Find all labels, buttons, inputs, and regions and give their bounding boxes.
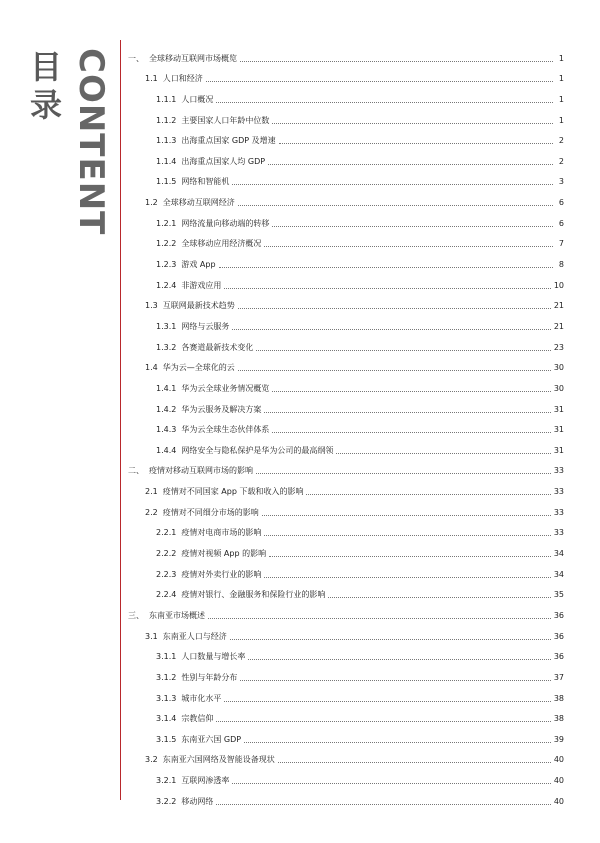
toc-leader-dots [240,61,553,62]
toc-entry-page: 33 [553,528,564,538]
toc-entry-page: 21 [553,321,564,331]
toc-entry-number: 1.4.1 [156,383,177,393]
toc-entry-page: 30 [553,363,564,373]
toc-entry-title: 游戏 App [181,260,216,270]
toc-entry-number: 1.2.4 [156,280,177,290]
toc-leader-dots [238,205,553,206]
toc-leader-dots [328,597,550,598]
toc-entry[interactable] [128,497,564,518]
toc-entry-page: 31 [553,445,564,455]
toc-entry[interactable] [128,249,564,270]
toc-leader-dots [262,515,551,516]
toc-entry[interactable] [128,105,564,126]
toc-entry-page: 38 [553,714,564,724]
toc-entry-title: 出海重点国家人均 GDP [181,156,266,166]
toc-entry-title: 互联网最新技术趋势 [162,301,235,311]
toc-entry-number: 2.2.4 [156,590,177,600]
toc-leader-dots [238,308,551,309]
toc-entry-title: 人口和经济 [162,74,203,84]
toc-entry[interactable] [128,538,564,559]
toc-entry-page: 40 [553,755,564,765]
toc-leader-dots [230,639,551,640]
toc-entry-page: 6 [558,198,564,208]
toc-entry-number: 2.2.1 [156,528,177,538]
toc-entry-number: 3.1.4 [156,714,177,724]
toc-entry-title: 全球移动应用经济概况 [181,239,262,249]
toc-leader-dots [216,721,550,722]
toc-entry-page: 31 [553,404,564,414]
toc-entry-number: 3.1.2 [156,672,177,682]
toc-entry[interactable] [128,126,564,147]
toc-entry-number: 1.3 [145,301,158,311]
toc-entry-title: 东南亚六国网络及智能设备现状 [162,755,275,765]
toc-entry[interactable] [128,167,564,188]
toc-leader-dots [232,783,550,784]
toc-entry-title: 东南亚市场概述 [149,610,205,620]
toc-leader-dots [238,370,551,371]
toc-entry-title: 华为云—全球化的云 [162,363,235,373]
toc-entry-title: 宗教信仰 [181,714,214,724]
toc-leader-dots [240,680,550,681]
toc-entry-number: 1.4 [145,363,158,373]
toc-entry-page: 2 [558,136,564,146]
toc-entry[interactable] [128,765,564,786]
toc-entry-title: 全球移动互联网经济 [162,198,235,208]
toc-leader-dots [264,535,550,536]
toc-entry[interactable] [128,353,564,374]
toc-entry[interactable] [128,415,564,436]
toc-leader-dots [232,184,553,185]
toc-leader-dots [256,473,551,474]
toc-entry-title: 疫情对视频 App 的影响 [181,549,267,559]
toc-entry-number: 3.2 [145,755,158,765]
toc-entry-page: 1 [558,94,564,104]
toc-entry-title: 东南亚六国 GDP [181,734,242,744]
toc-entry-number: 1.1.5 [156,177,177,187]
toc-entry-page: 40 [553,776,564,786]
toc-entry-title: 主要国家人口年龄中位数 [181,115,270,125]
toc-entry-page: 7 [558,239,564,249]
toc-entry-number: 1.1.1 [156,94,177,104]
toc-leader-dots [306,494,550,495]
toc-entry-title: 移动网络 [181,796,214,806]
toc-entry[interactable] [128,621,564,642]
toc-entry-number: 1.3.2 [156,342,177,352]
toc-entry[interactable] [128,146,564,167]
toc-entry-number: 2.1 [145,487,158,497]
toc-entry[interactable] [128,704,564,725]
toc-entry[interactable] [128,786,564,807]
toc-entry[interactable] [128,600,564,621]
toc-entry-title: 网络流量向移动端的转移 [181,218,270,228]
toc-entry-page: 3 [558,177,564,187]
toc-entry-title: 网络与云服务 [181,321,230,331]
toc-entry-number: 2.2.3 [156,569,177,579]
toc-entry-title: 出海重点国家 GDP 及增速 [181,136,276,146]
toc-entry[interactable] [128,291,564,312]
toc-entry[interactable] [128,43,564,64]
toc-leader-dots [216,804,550,805]
toc-entry-page: 23 [553,342,564,352]
toc-entry-page: 10 [553,280,564,290]
toc-entry-title: 疫情对外卖行业的影响 [181,569,262,579]
toc-entry-number: 1.1.2 [156,115,177,125]
toc-entry-number: 3.1 [145,631,158,641]
toc-entry-title: 全球移动互联网市场概览 [149,53,237,63]
toc-entry-page: 2 [558,156,564,166]
toc-entry-number: 1.1 [145,74,158,84]
toc-entry[interactable] [128,456,564,477]
toc-entry-page: 40 [553,796,564,806]
toc-entry-number: 1.4.3 [156,425,177,435]
toc-entry-number: 3.1.5 [156,734,177,744]
toc-entry-page: 34 [553,549,564,559]
toc-leader-dots [272,432,550,433]
toc-leader-dots [279,143,553,144]
toc-leader-dots [219,267,553,268]
toc-leader-dots [336,453,550,454]
toc-leader-dots [272,391,550,392]
toc-entry[interactable] [128,559,564,580]
toc-entry-number: 一、 [128,53,144,63]
toc-entry-title: 网络安全与隐私保护是华为公司的最高纲领 [181,445,334,455]
toc-entry-page: 21 [553,301,564,311]
toc-leader-dots [272,123,553,124]
toc-entry-title: 网络和智能机 [181,177,230,187]
toc-entry[interactable] [128,64,564,85]
toc-entry[interactable] [128,84,564,105]
toc-entry[interactable] [128,394,564,415]
toc-leader-dots [256,350,550,351]
toc-entry-page: 33 [553,466,564,476]
toc-entry-page: 1 [558,74,564,84]
toc-entry-title: 人口概况 [181,94,214,104]
toc-entry-title: 华为云全球生态伙伴体系 [181,425,270,435]
toc-entry[interactable] [128,187,564,208]
toc-entry[interactable] [128,683,564,704]
toc-entry-number: 1.1.4 [156,156,177,166]
toc-entry-page: 36 [553,631,564,641]
toc-entry-page: 1 [558,53,564,63]
heading-char-2: 录 [30,86,63,124]
table-of-contents [128,43,564,807]
toc-leader-dots [224,288,550,289]
toc-entry[interactable] [128,745,564,766]
toc-leader-dots [208,618,551,619]
toc-entry[interactable] [128,435,564,456]
toc-leader-dots [232,329,550,330]
red-divider-line [120,40,121,800]
toc-entry-title: 城市化水平 [181,693,222,703]
toc-entry[interactable] [128,311,564,332]
toc-leader-dots [206,81,553,82]
toc-entry[interactable] [128,518,564,539]
toc-entry-number: 1.2.1 [156,218,177,228]
toc-entry-number: 1.2.3 [156,260,177,270]
toc-entry-number: 1.3.1 [156,321,177,331]
toc-entry-page: 33 [553,487,564,497]
heading-char-1: 目 [30,48,63,86]
toc-leader-dots [248,659,550,660]
toc-entry-number: 3.2.1 [156,776,177,786]
toc-entry-page: 39 [553,734,564,744]
heading-chinese [30,48,66,124]
toc-leader-dots [272,226,553,227]
toc-entry-number: 2.2.2 [156,549,177,559]
toc-entry[interactable] [128,270,564,291]
toc-entry-number: 3.2.2 [156,796,177,806]
toc-entry[interactable] [128,229,564,250]
toc-entry-title: 华为云服务及解决方案 [181,404,262,414]
toc-entry-page: 33 [553,507,564,517]
toc-entry-number: 1.4.2 [156,404,177,414]
toc-leader-dots [244,742,551,743]
toc-entry-title: 各赛道最新技术变化 [181,342,254,352]
toc-entry[interactable] [128,476,564,497]
toc-leader-dots [269,556,551,557]
toc-entry[interactable] [128,724,564,745]
toc-entry-number: 1.4.4 [156,445,177,455]
toc-entry-title: 东南亚人口与经济 [162,631,227,641]
toc-entry[interactable] [128,208,564,229]
toc-entry[interactable] [128,642,564,663]
toc-entry-number: 二、 [128,466,144,476]
toc-entry-number: 2.2 [145,507,158,517]
toc-entry-title: 非游戏应用 [181,280,222,290]
toc-entry-title: 华为云全球业务情况概览 [181,383,270,393]
toc-entry-title: 疫情对不同国家 App 下载和收入的影响 [162,487,304,497]
toc-entry-number: 3.1.3 [156,693,177,703]
toc-entry-page: 35 [553,590,564,600]
toc-entry-page: 36 [553,610,564,620]
toc-entry-number: 3.1.1 [156,652,177,662]
toc-entry-page: 36 [553,652,564,662]
heading-english: CONTENT [71,48,111,236]
toc-entry-page: 38 [553,693,564,703]
toc-entry-title: 互联网渗透率 [181,776,230,786]
toc-leader-dots [264,412,550,413]
toc-entry-number: 三、 [128,610,144,620]
toc-entry-title: 人口数量与增长率 [181,652,246,662]
toc-entry-page: 31 [553,425,564,435]
toc-entry-title: 疫情对移动互联网市场的影响 [149,466,253,476]
toc-entry-number: 1.1.3 [156,136,177,146]
toc-entry-title: 疫情对不同细分市场的影响 [162,507,259,517]
toc-leader-dots [224,701,550,702]
toc-entry[interactable] [128,580,564,601]
toc-entry[interactable] [128,332,564,353]
toc-entry-page: 34 [553,569,564,579]
toc-entry-page: 37 [553,672,564,682]
toc-leader-dots [264,246,553,247]
toc-leader-dots [264,577,550,578]
toc-leader-dots [278,762,551,763]
toc-entry[interactable] [128,662,564,683]
toc-entry[interactable] [128,373,564,394]
toc-entry-title: 性别与年龄分布 [181,672,238,682]
toc-heading [22,44,111,244]
toc-leader-dots [216,102,553,103]
toc-entry-title: 疫情对银行、金融服务和保险行业的影响 [181,590,326,600]
toc-leader-dots [268,164,553,165]
toc-entry-page: 8 [558,260,564,270]
toc-entry-number: 1.2 [145,198,158,208]
toc-entry-number: 1.2.2 [156,239,177,249]
toc-entry-title: 疫情对电商市场的影响 [181,528,262,538]
toc-entry-page: 30 [553,383,564,393]
toc-entry-page: 6 [558,218,564,228]
toc-entry-page: 1 [558,115,564,125]
